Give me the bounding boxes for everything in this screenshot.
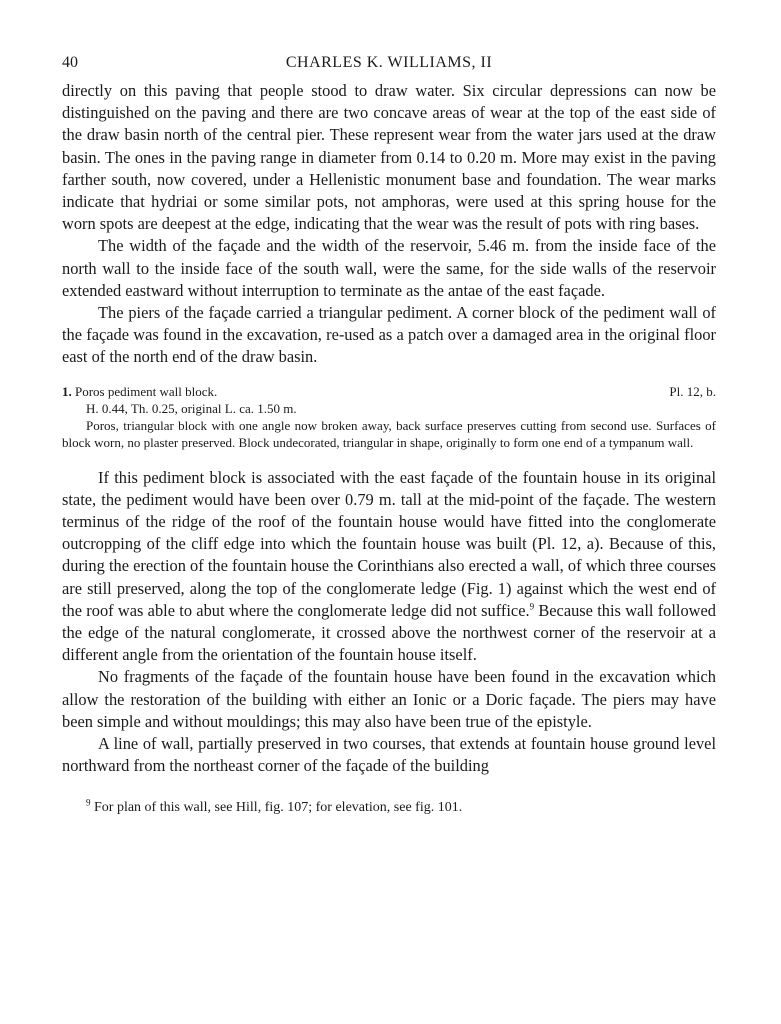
body-text-bottom: [62, 467, 716, 778]
body-text-top: [62, 80, 716, 369]
paragraph: No fragments of the façade of the fountain house have been found in the excavation which allow the restoration of the building with either an Ionic or a Doric façade. The piers may have been simple and without mouldings; this may also have been true of the epistyle.: [62, 667, 716, 731]
paragraph: [62, 467, 716, 667]
catalog-plate-ref: Pl. 12, b.: [669, 383, 716, 399]
page: [62, 54, 716, 817]
page-number: 40: [62, 54, 78, 71]
catalog-number: 1.: [62, 383, 72, 399]
catalog-description: Poros, triangular block with one angle now broken away, back surface preserves cutting from second use. Surfaces of block worn, no plaster preserved. Block undecorated, triangular in shape, originally to form one end of a tympanum wall.: [62, 417, 716, 450]
paragraph: The width of the façade and the width of the reservoir, 5.46 m. from the inside face of the north wall to the inside face of the south wall, were the same, for the side walls of the reservoir extended eastward without interruption to terminate as the antae of the east façade.: [62, 236, 716, 300]
catalog-entry: [62, 383, 716, 451]
running-title: CHARLES K. WILLIAMS, II: [285, 54, 493, 71]
footnote-text: For plan of this wall, see Hill, fig. 107; for elevation, see fig. 101.: [90, 800, 463, 816]
paragraph: The piers of the façade carried a triangular pediment. A corner block of the pediment wall of the façade was found in the excavation, re-used as a patch over a damaged area in the original floor east of the north end of the draw basin.: [62, 303, 716, 367]
footnote: [62, 799, 716, 817]
catalog-title: Poros pediment wall block.: [75, 383, 218, 399]
footnote-ref[interactable]: 9: [529, 601, 535, 612]
page-header: [62, 54, 716, 80]
paragraph-text: Because this wall followed the edge of the natural conglomerate, it crossed above the northwest corner of the reservoir at a different angle from the orientation of the fountain house itself.: [62, 600, 716, 665]
paragraph-text: If this pediment block is associated with the east façade of the fountain house in its original state, the pediment would have been over 0.79 m. tall at the mid-point of the façade. The western terminus of the ridge of the roof of the fountain house would have fitted into the conglomerate outcropping of the cliff edge into which the fountain house was built (Pl. 12, a). Because of this, during the erection of the fountain house the Corinthians also erected a wall, of which three courses are still preserved, along the top of the conglomerate ledge (Fig. 1) against which the west end of the roof was able to abut where the conglomerate ledge did not suffice.: [62, 467, 716, 620]
paragraph: A line of wall, partially preserved in two courses, that extends at fountain house ground level northward from the northeast corner of the façade of the building: [62, 734, 716, 776]
footnote-marker: 9: [86, 797, 91, 808]
catalog-dimensions: H. 0.44, Th. 0.25, original L. ca. 1.50 m.: [86, 400, 297, 416]
paragraph: directly on this paving that people stood to draw water. Six circular depressions can now be distinguished on the paving and there are two concave areas of wear at the top of the east side of the draw basin north of the central pier. These represent wear from the water jars used at the draw basin. The ones in the paving range in diameter from 0.14 to 0.20 m. More may exist in the paving farther south, now covered, under a Hellenistic monument base and foundation. The wear marks indicate that hydriai or some similar pots, not amphoras, were used at this spring house for the worn spots are deepest at the edge, indicating that the wear was the result of pots with ring bases.: [62, 81, 716, 234]
catalog-heading: [62, 383, 716, 400]
